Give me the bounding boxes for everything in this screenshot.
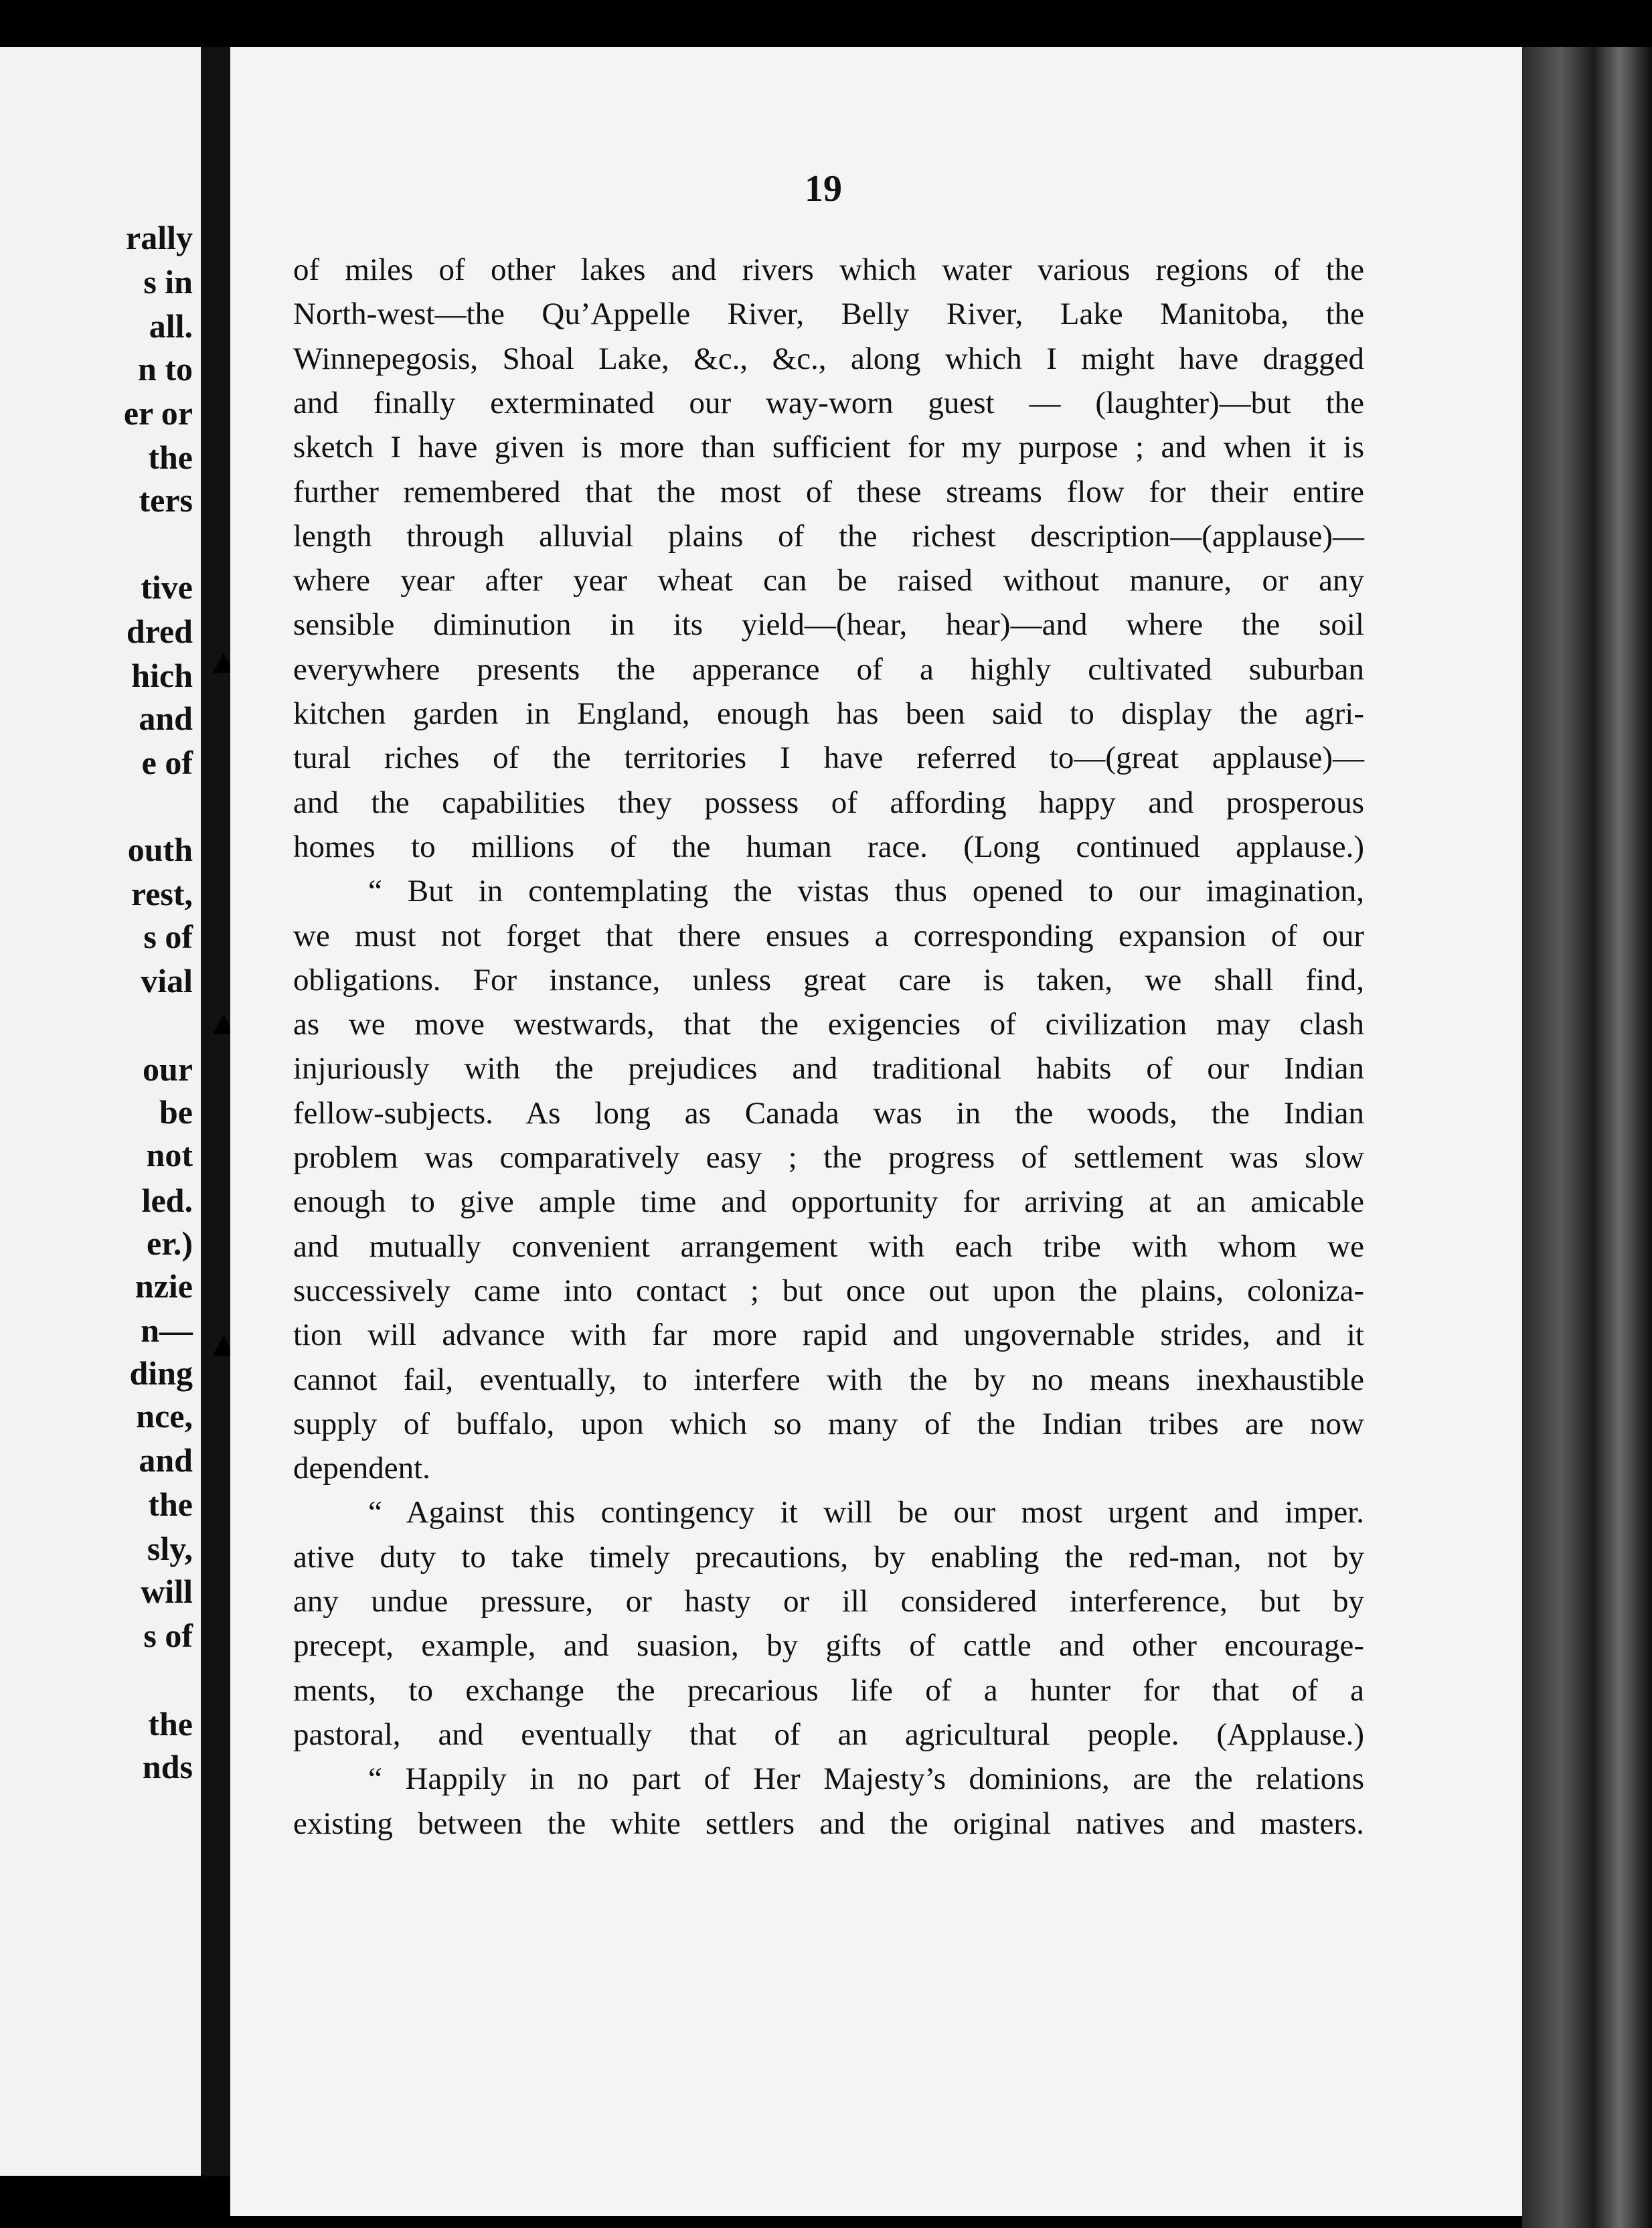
- previous-page-fragment: nds: [142, 1748, 193, 1785]
- text-line: tion will advance with far more rapid and ungovernable strides, and it: [293, 1318, 1364, 1352]
- text-line: supply of buffalo, upon which so many of the Indian tribes are now: [293, 1407, 1364, 1441]
- previous-page-fragment: nce,: [136, 1397, 193, 1435]
- text-line: cannot fail, eventually, to interfere with the by no means inexhaustible: [293, 1362, 1364, 1397]
- text-line: pastoral, and eventually that of an agricultural people. (Applause.): [293, 1717, 1364, 1752]
- previous-page-fragment: ding: [129, 1354, 193, 1392]
- previous-page-fragment: our: [143, 1050, 193, 1088]
- text-line: and mutually convenient arrangement with each tribe with whom we: [293, 1229, 1364, 1264]
- previous-page-fragment: sly,: [147, 1530, 193, 1567]
- text-line: ments, to exchange the precarious life of a hunter for that of a: [293, 1673, 1364, 1708]
- text-line: successively came into contact ; but once out upon the plains, coloniza-: [293, 1273, 1364, 1308]
- previous-page-fragment: n to: [138, 350, 193, 388]
- previous-page-fragment: rally: [126, 219, 193, 256]
- text-line: “ Happily in no part of Her Majesty’s dominions, are the relations: [368, 1761, 1364, 1796]
- text-line: and the capabilities they possess of affording happy and prosperous: [293, 785, 1364, 820]
- text-line: “ But in contemplating the vistas thus opened to our imagination,: [368, 874, 1364, 908]
- text-line: injuriously with the prejudices and traditional habits of our Indian: [293, 1051, 1364, 1086]
- previous-page-fragment: dred: [126, 613, 193, 650]
- previous-page-fragment: the: [148, 1705, 193, 1743]
- previous-page-fragment: tive: [141, 568, 193, 606]
- text-line: sensible diminution in its yield—(hear, hear)—and where the soil: [293, 607, 1364, 642]
- previous-page-fragment: led.: [141, 1182, 193, 1219]
- text-line: and finally exterminated our way-worn guest — (laughter)—but the: [293, 386, 1364, 420]
- previous-page-fragment: and: [139, 700, 193, 737]
- text-line: kitchen garden in England, enough has been said to display the agri-: [293, 696, 1364, 731]
- previous-page-fragment: all.: [149, 307, 193, 345]
- text-line: dependent.: [293, 1451, 430, 1486]
- previous-page-fragment: be: [159, 1093, 193, 1131]
- previous-page-fragment: ters: [139, 481, 193, 519]
- text-line: homes to millions of the human race. (Long continued applause.): [293, 829, 1364, 864]
- previous-page-fragment: hich: [131, 657, 193, 694]
- previous-page: [0, 47, 201, 2176]
- previous-page-fragment: outh: [127, 831, 193, 868]
- previous-page-fragment: er or: [123, 394, 193, 432]
- text-line: Winnepegosis, Shoal Lake, &c., &c., along which I might have dragged: [293, 341, 1364, 376]
- text-line: further remembered that the most of these streams flow for their entire: [293, 475, 1364, 509]
- text-line: as we move westwards, that the exigencies of civilization may clash: [293, 1007, 1364, 1042]
- page-number: 19: [805, 168, 842, 210]
- previous-page-fragment: the: [148, 1486, 193, 1523]
- text-line: of miles of other lakes and rivers which water various regions of the: [293, 252, 1364, 287]
- text-line: we must not forget that there ensues a corresponding expansion of our: [293, 919, 1364, 953]
- previous-page-fragment: er.): [147, 1224, 193, 1262]
- text-line: fellow-subjects. As long as Canada was in the woods, the Indian: [293, 1096, 1364, 1131]
- previous-page-fragment: n—: [141, 1311, 193, 1349]
- text-line: enough to give ample time and opportunity for arriving at an amicable: [293, 1184, 1364, 1219]
- text-line: sketch I have given is more than sufficient for my purpose ; and when it is: [293, 430, 1364, 465]
- previous-page-fragment: e of: [141, 744, 193, 781]
- text-line: ative duty to take timely precautions, by enabling the red-man, not by: [293, 1540, 1364, 1575]
- previous-page-fragment: vial: [141, 962, 193, 1000]
- previous-page-fragment: not: [146, 1136, 193, 1174]
- text-line: “ Against this contingency it will be our most urgent and imper.: [368, 1495, 1364, 1530]
- text-line: everywhere presents the apperance of a highly cultivated suburban: [293, 652, 1364, 687]
- text-line: length through alluvial plains of the richest description—(applause)—: [293, 519, 1364, 554]
- previous-page-fragment: s of: [143, 918, 193, 955]
- text-line: where year after year wheat can be raised without manure, or any: [293, 563, 1364, 598]
- previous-page-fragment: s in: [143, 263, 193, 301]
- previous-page-fragment: rest,: [131, 875, 193, 912]
- text-line: existing between the white settlers and the original natives and masters.: [293, 1806, 1364, 1841]
- text-line: problem was comparatively easy ; the progress of settlement was slow: [293, 1140, 1364, 1175]
- text-line: any undue pressure, or hasty or ill considered interference, but by: [293, 1584, 1364, 1619]
- previous-page-fragment: will: [141, 1573, 193, 1610]
- previous-page-fragment: the: [148, 439, 193, 476]
- book-spine-edge: [1522, 47, 1652, 2228]
- book-gutter: [201, 47, 230, 2176]
- text-line: obligations. For instance, unless great care is taken, we shall find,: [293, 963, 1364, 998]
- text-line: North-west—the Qu’Appelle River, Belly River, Lake Manitoba, the: [293, 297, 1364, 331]
- text-line: tural riches of the territories I have referred to—(great applause)—: [293, 740, 1364, 775]
- previous-page-fragment: s of: [143, 1617, 193, 1654]
- previous-page-fragment: nzie: [135, 1267, 193, 1305]
- previous-page-fragment: and: [139, 1441, 193, 1479]
- text-line: precept, example, and suasion, by gifts of cattle and other encourage-: [293, 1628, 1364, 1663]
